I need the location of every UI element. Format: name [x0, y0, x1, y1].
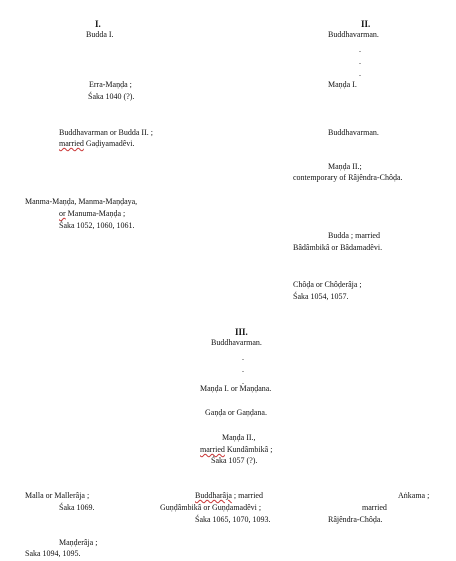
manda-i-col3: Maṇḍa I. or Maṇḍana.	[200, 384, 272, 393]
erra-manda: Erra-Maṇḍa ;	[89, 80, 132, 89]
manda-ii-col3: Maṇḍa II.,	[222, 433, 256, 442]
manma-manda: Manma-Maṇḍa, Manma-Maṇḍaya,	[25, 197, 138, 206]
buddharaja	[195, 491, 263, 501]
buddhavarman-col2: Buddhavarman.	[328, 128, 379, 137]
buddhavarman-ii-married	[59, 139, 135, 149]
married-word: married	[59, 139, 84, 148]
manda-ii-married	[200, 445, 272, 455]
ellipsis-dot: .	[242, 365, 244, 374]
kundambika: Kundâmbikâ ;	[224, 445, 273, 454]
heading-i: I.	[95, 19, 101, 29]
manuma-manda-text: Manuma-Maṇḍa ;	[65, 209, 126, 218]
ankama-married: married	[362, 503, 387, 512]
ellipsis-dot: .	[359, 45, 361, 54]
gadiyamadevi: Gaḍiyamadêvi.	[83, 139, 135, 148]
buddhavarman-ii-col: Buddhavarman.	[328, 30, 379, 39]
manda-ii-col2: Maṇḍa II.;	[328, 162, 362, 171]
manma-manda-saka: Śaka 1052, 1060, 1061.	[59, 221, 135, 230]
ankama: Aṅkama ;	[398, 491, 430, 500]
manderaja: Maṇḍerâja ;	[59, 538, 98, 547]
malla: Malla or Mallerâja ;	[25, 491, 90, 500]
or-word: or	[59, 209, 66, 218]
ganda: Gaṇḍa or Gaṇḍana.	[205, 408, 267, 417]
manda-i-col2: Maṇḍa I.	[328, 80, 357, 89]
buddhavarman-ii: Buddhavarman or Budda II. ;	[59, 128, 153, 137]
ellipsis-dot: .	[242, 377, 244, 386]
malla-saka: Śaka 1069.	[59, 503, 95, 512]
ellipsis-dot: .	[359, 57, 361, 66]
choda: Chôḍa or Chôḍerâja ;	[293, 280, 362, 289]
heading-iii: III.	[235, 327, 248, 337]
married-word: married	[200, 445, 225, 454]
gundambika: Guṇḍâmbikâ or Guṇḍamadêvi ;	[160, 503, 262, 512]
buddharaja-saka: Śaka 1065, 1070, 1093.	[195, 515, 271, 524]
ankama-rajendra: Râjêndra-Chôḍa.	[328, 515, 383, 524]
heading-ii: II.	[361, 19, 371, 29]
erra-manda-saka: Śaka 1040 (?).	[88, 92, 135, 101]
ellipsis-dot: .	[359, 69, 361, 78]
manda-ii-saka: Śaka 1057 (?).	[211, 456, 258, 465]
contemporary-rajendra: contemporary of Râjêndra-Chôḍa.	[293, 173, 403, 182]
ellipsis-dot: .	[242, 353, 244, 362]
budda-married: Budda ; married	[328, 231, 380, 240]
manuma-manda	[59, 209, 125, 219]
choda-saka: Śaka 1054, 1057.	[293, 292, 349, 301]
buddharaja-married: ; married	[231, 491, 263, 500]
budda-i: Budda I.	[86, 30, 114, 39]
buddharaja-name: Buddharâja	[195, 491, 232, 500]
badambika: Bâdâmbikâ or Bâdamadêvi.	[293, 243, 383, 252]
buddhavarman-col3: Buddhavarman.	[211, 338, 262, 347]
manderaja-saka: Saka 1094, 1095.	[25, 549, 81, 558]
